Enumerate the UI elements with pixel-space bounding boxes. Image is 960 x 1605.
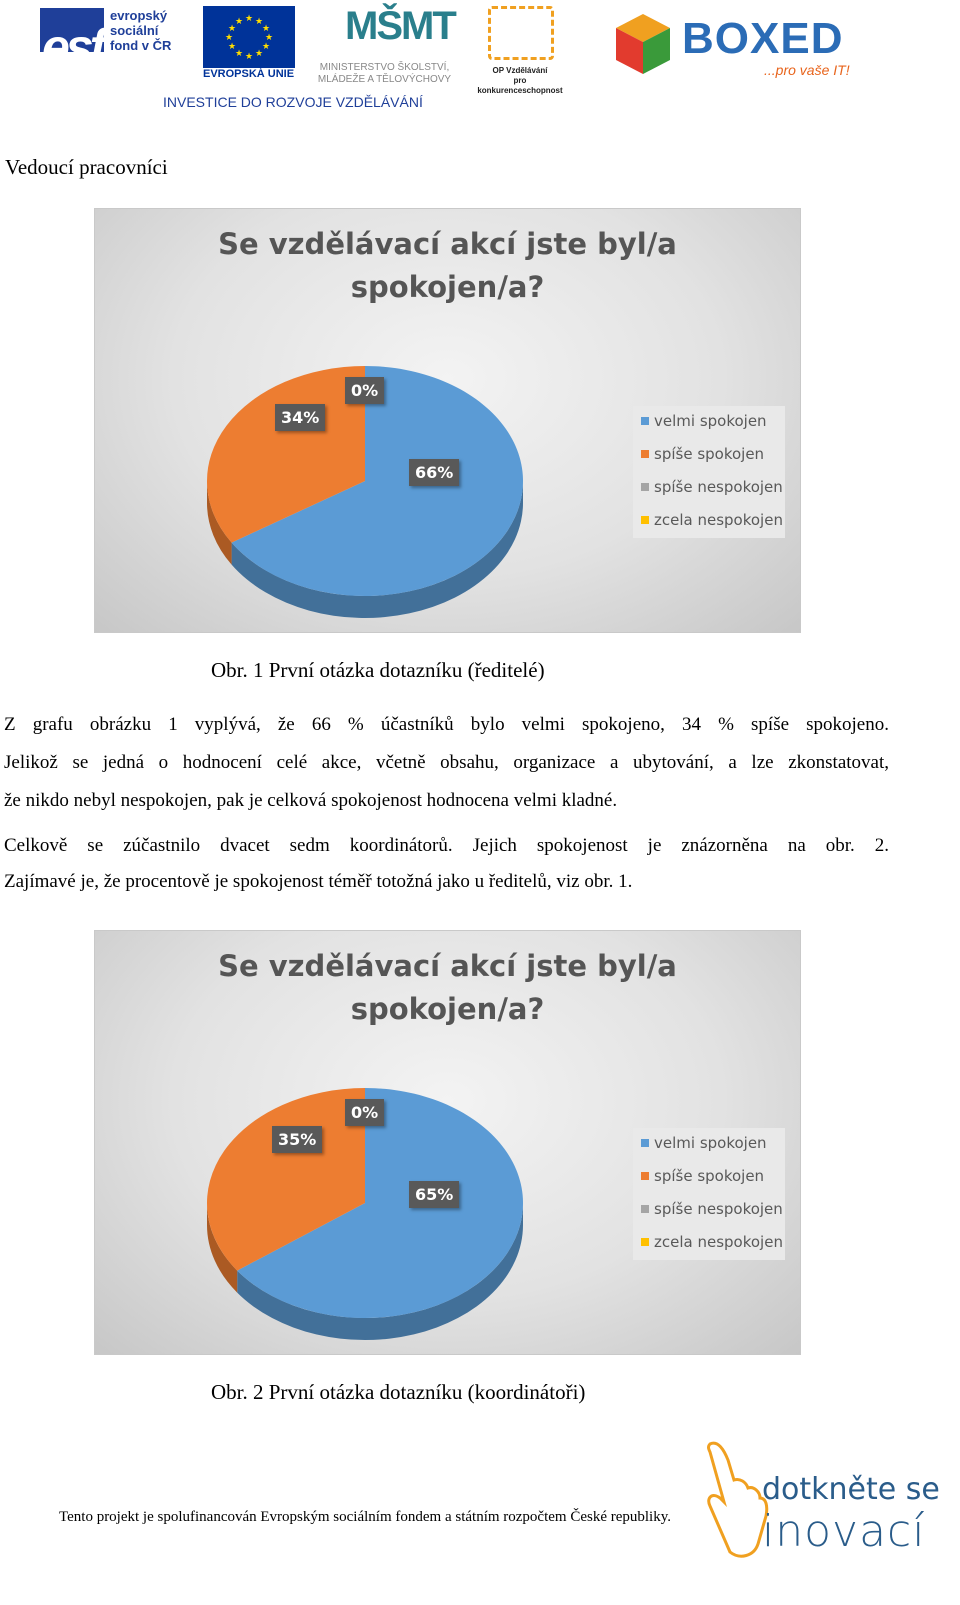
boxed-name: BOXED	[682, 14, 844, 63]
svg-text:★: ★	[227, 42, 237, 52]
chart-legend	[633, 1128, 785, 1260]
figure-1-caption: Obr. 1 První otázka dotazníku (ředitelé)	[211, 658, 545, 682]
dotknete-logo	[700, 1436, 950, 1576]
data-label-zero: 0%	[345, 1099, 384, 1126]
legend-swatch	[641, 450, 649, 458]
svg-text:★: ★	[234, 17, 244, 27]
footer-text: Tento projekt je spolufinancován Evropským sociálním fondem a státním rozpočtem České republiky.	[59, 1509, 671, 1525]
investice-tagline: INVESTICE DO ROZVOJE VZDĚLÁVÁNÍ	[163, 94, 423, 110]
legend-swatch	[641, 483, 649, 491]
svg-text:★: ★	[261, 42, 271, 52]
data-label-spise-spokojen: 34%	[275, 404, 325, 431]
legend-item: spíše spokojen	[641, 1167, 764, 1185]
legend-swatch	[641, 417, 649, 425]
pie-chart-1	[94, 208, 801, 633]
eu-flag-icon	[203, 6, 295, 68]
paragraph-1	[4, 706, 889, 820]
op-mark-icon	[488, 6, 554, 60]
paragraph-line: že nikdo nebyl nespokojen, pak je celková spokojenost hodnocena velmi kladné.	[4, 790, 618, 811]
legend-item: zcela nespokojen	[641, 1233, 783, 1251]
msmt-mark: MŠMT	[345, 4, 455, 48]
esf-letters: esf	[42, 19, 103, 75]
eu-logo	[203, 6, 298, 86]
legend-swatch	[641, 516, 649, 524]
paragraph-line: Z grafu obrázku 1 vyplývá, že 66 % účastníků bylo velmi spokojeno, 34 % spíše spokojeno.	[4, 714, 889, 735]
chart-legend	[633, 406, 785, 538]
svg-text:★: ★	[254, 49, 264, 59]
cube-icon	[614, 12, 672, 76]
svg-text:★: ★	[254, 17, 264, 27]
esf-logo	[40, 6, 195, 86]
legend-swatch	[641, 1139, 649, 1147]
legend-item: spíše spokojen	[641, 445, 764, 463]
legend-item: spíše nespokojen	[641, 478, 783, 496]
legend-item: zcela nespokojen	[641, 511, 783, 529]
dotknete-line-1: dotkněte se	[762, 1472, 940, 1507]
data-label-velmi-spokojen: 65%	[409, 1181, 459, 1208]
op-logo	[470, 6, 575, 95]
eu-text: EVROPSKÁ UNIE	[203, 68, 295, 80]
legend-swatch	[641, 1172, 649, 1180]
legend-swatch	[641, 1238, 649, 1246]
chart-title: Se vzdělávací akcí jste byl/a spokojen/a?	[218, 949, 677, 1026]
msmt-logo	[300, 4, 470, 88]
op-text: OP Vzdělávání pro konkurenceschopnost	[477, 66, 563, 95]
paragraph-line: Zajímavé je, že procentově je spokojenost téměř totožná jako u ředitelů, viz obr. 1.	[4, 871, 633, 892]
svg-text:★: ★	[227, 24, 237, 34]
boxed-tagline: ...pro vaše IT!	[764, 62, 850, 78]
data-label-zero: 0%	[345, 377, 384, 404]
boxed-logo	[614, 12, 889, 82]
legend-swatch	[641, 1205, 649, 1213]
svg-text:★: ★	[244, 14, 254, 24]
pie-chart-2	[94, 930, 801, 1355]
paragraph-2	[4, 828, 889, 900]
data-label-velmi-spokojen: 66%	[409, 459, 459, 486]
paragraph-line: Jelikož se jedná o hodnocení celé akce, včetně obsahu, organizace a ubytování, a lze zkonstatovat,	[4, 752, 889, 773]
legend-item: spíše nespokojen	[641, 1200, 783, 1218]
data-label-spise-spokojen: 35%	[272, 1126, 322, 1153]
svg-text:★: ★	[264, 33, 274, 43]
chart-title: Se vzdělávací akcí jste byl/a spokojen/a?	[218, 227, 677, 304]
msmt-text: MINISTERSTVO ŠKOLSTVÍ, MLÁDEŽE A TĚLOVÝCHOVY	[317, 62, 452, 85]
svg-text:★: ★	[234, 49, 244, 59]
svg-text:★: ★	[261, 24, 271, 34]
hand-icon	[700, 1436, 770, 1566]
legend-item: velmi spokojen	[641, 1134, 767, 1152]
svg-text:★: ★	[224, 33, 234, 43]
esf-text: evropský sociální fond v ČR	[110, 8, 172, 53]
paragraph-line: Celkově se zúčastnilo dvacet sedm koordinátorů. Jejich spokojenost je znázorněna na obr. 2.	[4, 835, 889, 856]
legend-item: velmi spokojen	[641, 412, 767, 430]
dotknete-line-2: inovací	[762, 1506, 926, 1557]
figure-2-caption: Obr. 2 První otázka dotazníku (koordinátoři)	[211, 1380, 586, 1404]
section-heading: Vedoucí pracovníci	[5, 155, 168, 179]
svg-text:★: ★	[244, 52, 254, 62]
